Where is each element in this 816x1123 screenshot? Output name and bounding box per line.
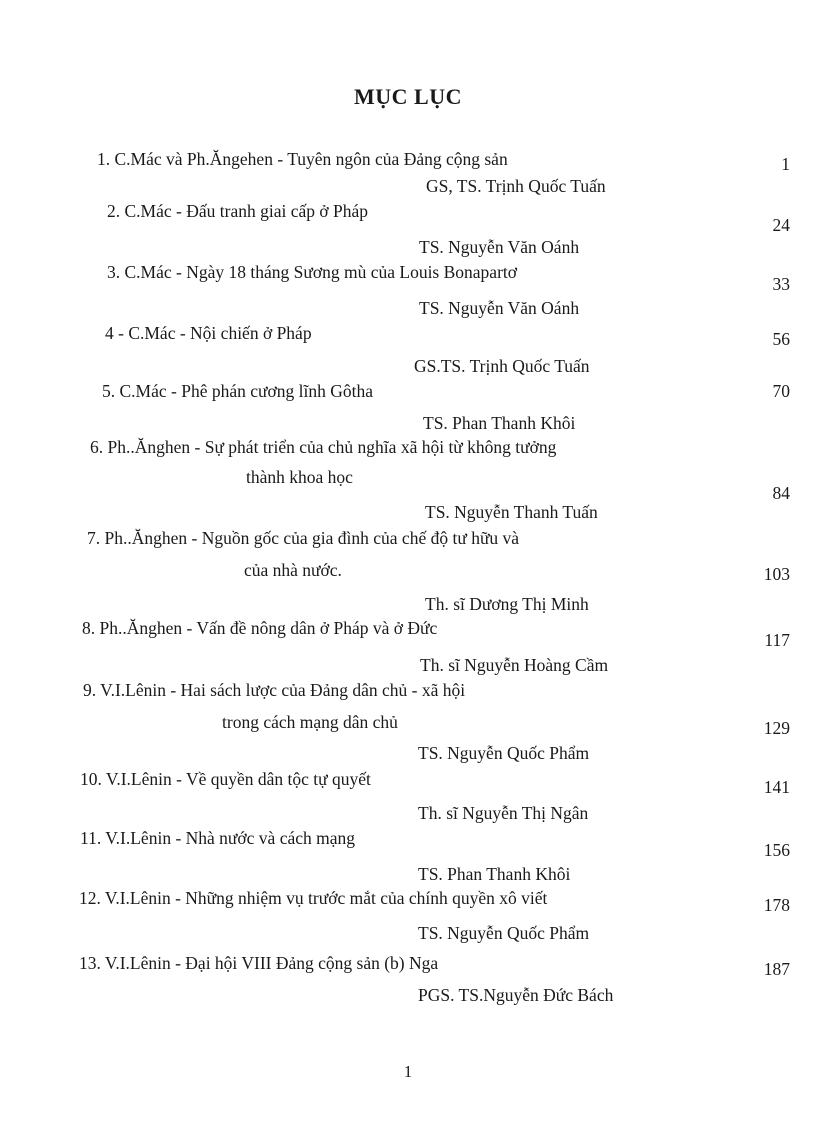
toc-entry-5-author: TS. Phan Thanh Khôi <box>423 413 576 433</box>
toc-entry-2-page: 24 <box>772 215 790 235</box>
toc-entry-3-title: 3. C.Mác - Ngày 18 tháng Sương mù của Louis Bonapartơ <box>107 262 518 282</box>
toc-entry-10-page: 141 <box>763 777 790 797</box>
toc-entry-4-page: 56 <box>772 329 790 349</box>
toc-entry-6-author: TS. Nguyễn Thanh Tuấn <box>425 502 598 522</box>
toc-entry-4-title: 4 - C.Mác - Nội chiến ở Pháp <box>105 323 312 343</box>
toc-entry-7-title: 7. Ph..Ănghen - Nguồn gốc của gia đình của chế độ tư hữu và <box>87 528 520 548</box>
toc-entry-10-title: 10. V.I.Lênin - Về quyền dân tộc tự quyết <box>80 769 371 789</box>
toc-entry-3-author: TS. Nguyễn Văn Oánh <box>419 298 580 318</box>
toc-entry-9-author: TS. Nguyễn Quốc Phẩm <box>418 743 590 763</box>
toc-entry-1-title: 1. C.Mác và Ph.Ăngehen - Tuyên ngôn của Đảng cộng sản <box>97 149 508 169</box>
toc-entry-9-page: 129 <box>763 718 790 738</box>
toc-entry-12-author: TS. Nguyễn Quốc Phẩm <box>418 923 590 943</box>
toc-entry-13-page: 187 <box>763 959 790 979</box>
page-title: MỤC LỤC <box>354 84 462 109</box>
toc-entry-13-author: PGS. TS.Nguyễn Đức Bách <box>418 985 614 1005</box>
toc-entry-3-page: 33 <box>772 274 790 294</box>
toc-entry-6-page: 84 <box>772 483 790 503</box>
toc-entry-11-author: TS. Phan Thanh Khôi <box>418 864 571 884</box>
toc-entry-9-title-cont: trong cách mạng dân chủ <box>222 712 398 732</box>
toc-entry-2-title: 2. C.Mác - Đấu tranh giai cấp ở Pháp <box>107 201 368 221</box>
toc-entry-5-page: 70 <box>772 381 790 401</box>
toc-entry-8-page: 117 <box>764 630 790 650</box>
toc-entry-8-author: Th. sĩ Nguyễn Hoàng Cầm <box>420 655 609 675</box>
toc-entry-11-page: 156 <box>763 840 790 860</box>
toc-entry-7-page: 103 <box>763 564 790 584</box>
toc-entry-2-author: TS. Nguyễn Văn Oánh <box>419 237 580 257</box>
toc-entry-12-page: 178 <box>763 895 790 915</box>
toc-entry-4-author: GS.TS. Trịnh Quốc Tuấn <box>414 356 590 376</box>
toc-entry-9-title: 9. V.I.Lênin - Hai sách lược của Đảng dân chủ - xã hội <box>83 680 466 700</box>
toc-entry-6-title: 6. Ph..Ănghen - Sự phát triển của chủ nghĩa xã hội từ không tưởng <box>90 437 557 457</box>
toc-entry-7-title-cont: của nhà nước. <box>244 560 342 580</box>
toc-entry-10-author: Th. sĩ Nguyễn Thị Ngân <box>418 803 589 823</box>
page-number: 1 <box>403 1062 413 1081</box>
toc-entry-11-title: 11. V.I.Lênin - Nhà nước và cách mạng <box>80 828 356 848</box>
toc-entry-12-title: 12. V.I.Lênin - Những nhiệm vụ trước mắt của chính quyền xô viết <box>79 888 548 908</box>
toc-entry-13-title: 13. V.I.Lênin - Đại hội VIII Đảng cộng sản (b) Nga <box>79 953 439 973</box>
toc-entry-8-title: 8. Ph..Ănghen - Vấn đề nông dân ở Pháp và ở Đức <box>82 618 438 638</box>
toc-entry-7-author: Th. sĩ Dương Thị Minh <box>425 594 589 614</box>
toc-entry-1-author: GS, TS. Trịnh Quốc Tuấn <box>426 176 606 196</box>
toc-entry-5-title: 5. C.Mác - Phê phán cương lĩnh Gôtha <box>102 381 373 401</box>
toc-entry-6-title-cont: thành khoa học <box>246 467 353 487</box>
toc-entry-1-page: 1 <box>781 154 790 174</box>
